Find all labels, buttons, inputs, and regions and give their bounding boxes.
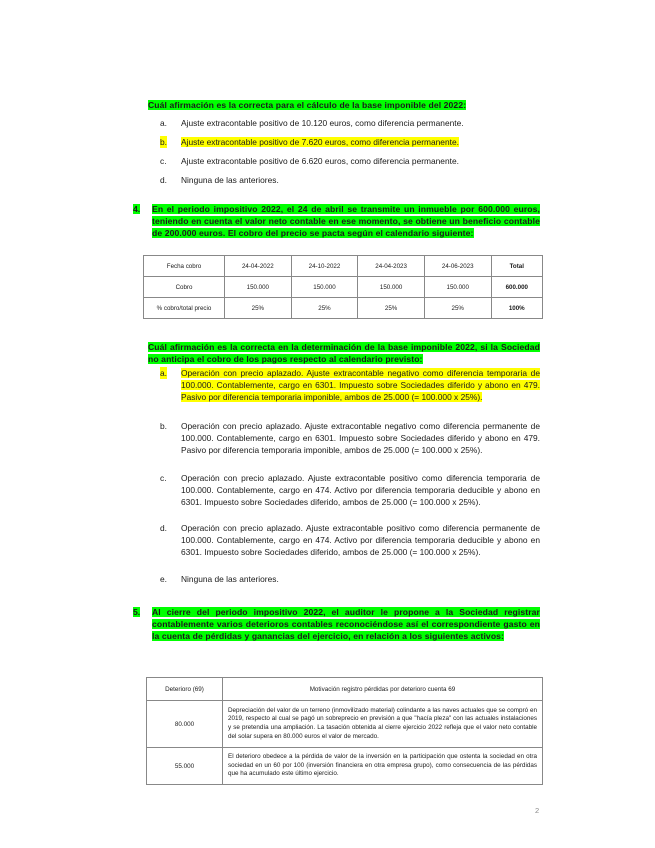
table-cell: 150.000 bbox=[424, 277, 491, 298]
option-letter: b. bbox=[160, 137, 167, 147]
question-heading-text: En el periodo impositivo 2022, el 24 de abril se transmite un inmueble por 600.000 euros, teniendo en cuenta el valor neto contable en ese momento, se obtiene un beneficio contable de 200.000 euros. El cobro del precio se pacta según el calendario siguiente: bbox=[152, 204, 540, 238]
table-cell: Deterioro (69) bbox=[147, 678, 223, 701]
impairment-table bbox=[146, 677, 543, 785]
option-d bbox=[160, 522, 540, 572]
option-letter: d. bbox=[160, 175, 167, 185]
table-cell: 25% bbox=[225, 298, 292, 319]
table-cell: 25% bbox=[358, 298, 425, 319]
option-text: Ninguna de las anteriores. bbox=[181, 175, 279, 185]
option-text-highlighted: Operación con precio aplazado. Ajuste extracontable negativo como diferencia temporaria de 100.000. Contablemente, cargo en 6301. Impuesto sobre Sociedades diferido y abono en 479. Pasivo por diferencia temporaria imponible, ambos de 25.000 (= 100.000 x 25%). bbox=[181, 368, 540, 403]
table-header-row bbox=[144, 256, 543, 277]
table-cell: 150.000 bbox=[358, 277, 425, 298]
question-number bbox=[133, 607, 140, 617]
option-text: Ninguna de las anteriores. bbox=[181, 574, 279, 584]
table-cell: 25% bbox=[291, 298, 358, 319]
table-cell: Fecha cobro bbox=[144, 256, 225, 277]
question-stem bbox=[148, 342, 540, 366]
page-number: 2 bbox=[535, 806, 540, 815]
option-letter: c. bbox=[160, 156, 167, 166]
table-cell: 24-04-2023 bbox=[358, 256, 425, 277]
table-row bbox=[147, 701, 543, 748]
table-cell: Cobro bbox=[144, 277, 225, 298]
question-stem-text: Cuál afirmación es la correcta en la determinación de la base imponible 2022, si la Sociedad no anticipa el cobro de los pagos respecto al calendario previsto: bbox=[148, 342, 540, 364]
question-heading-text: Al cierre del periodo impositivo 2022, el auditor le propone a la Sociedad registrar contablemente varios deterioros contables reconociéndose así el correspondiente gasto en la cuenta de pérdidas y ganancias del ejercicio, en relación a los siguientes activos: bbox=[152, 607, 540, 641]
table-cell: 80.000 bbox=[147, 701, 223, 748]
question-stem bbox=[148, 100, 518, 112]
option-a bbox=[160, 367, 540, 417]
table-cell: 100% bbox=[491, 298, 542, 319]
option-text: Ajuste extracontable positivo de 10.120 euros, como diferencia permanente. bbox=[181, 118, 464, 128]
option-letter: a. bbox=[160, 118, 167, 128]
option-text: Operación con precio aplazado. Ajuste extracontable positivo como diferencia permanente de 100.000. Contablemente, cargo en 474. Activo por diferencia temporaria deducible y abono en 6301. Impuesto sobre Sociedades diferido, ambos de 25.000 (= 100.000 x 25%). bbox=[181, 523, 540, 558]
option-text: Operación con precio aplazado. Ajuste extracontable negativo como diferencia permanente de 100.000. Contablemente, cargo en 6301. Impuesto sobre Sociedades diferido y abono en 479. Pasivo por diferencia temporaria imponible, ambos de 25.000 (= 100.000 x 25%). bbox=[181, 421, 540, 456]
table-cell: 24-10-2022 bbox=[291, 256, 358, 277]
table-cell: 24-06-2023 bbox=[424, 256, 491, 277]
table-cell: 55.000 bbox=[147, 748, 223, 785]
option-letter: e. bbox=[160, 574, 167, 584]
table-cell: % cobro/total precio bbox=[144, 298, 225, 319]
option-c bbox=[160, 472, 540, 522]
question-heading bbox=[152, 204, 540, 239]
payment-schedule-table bbox=[143, 255, 543, 319]
table-cell: Depreciación del valor de un terreno (inmovilizado material) colindante a las naves actuales que se compró en 2019, respecto al cual se pagó un sobreprecio en previsión a que "hacía pleza" con las actuales instalaciones y se pretendía una ampliación. La tasación obtenida al cierre ejercicio 2022 refleja que el valor neto contable del solar supera en 80.000 euros el valor de mercado. bbox=[223, 701, 543, 748]
table-cell: El deterioro obedece a la pérdida de valor de la inversión en la participación que ostenta la sociedad en otra sociedad en un 60 por 100 (inversión financiera en otra empresa grupo), como consecuencia de las pérdidas que ha acumulado este último ejercicio. bbox=[223, 748, 543, 785]
question-heading bbox=[152, 607, 540, 642]
question-number-text: 5. bbox=[133, 607, 141, 617]
option-letter: d. bbox=[160, 523, 167, 533]
table-cell: Motivación registro pérdidas por deterioro cuenta 69 bbox=[223, 678, 543, 701]
option-letter: a. bbox=[160, 368, 167, 378]
table-row bbox=[147, 748, 543, 785]
table-cell: 150.000 bbox=[291, 277, 358, 298]
option-b bbox=[160, 420, 540, 470]
question-stem-text: Cuál afirmación es la correcta para el cálculo de la base imponible del 2022: bbox=[148, 100, 467, 110]
table-row bbox=[144, 277, 543, 298]
option-letter: c. bbox=[160, 473, 167, 483]
option-text: Operación con precio aplazado. Ajuste extracontable positivo como diferencia temporaria de 100.000. Contablemente, cargo en 474. Activo por diferencia temporaria deducible y abono en 6301. Impuesto sobre Sociedades diferido, ambos de 25.000 (= 100.000 x 25%). bbox=[181, 473, 540, 508]
option-text-highlighted: Ajuste extracontable positivo de 7.620 euros, como diferencia permanente. bbox=[181, 137, 459, 147]
table-cell: 24-04-2022 bbox=[225, 256, 292, 277]
question-number-text: 4. bbox=[133, 204, 141, 214]
option-letter: b. bbox=[160, 421, 167, 431]
table-row bbox=[144, 298, 543, 319]
table-cell: 25% bbox=[424, 298, 491, 319]
table-cell: 600.000 bbox=[491, 277, 542, 298]
option-text: Ajuste extracontable positivo de 6.620 euros, como diferencia permanente. bbox=[181, 156, 459, 166]
table-cell: 150.000 bbox=[225, 277, 292, 298]
table-cell: Total bbox=[491, 256, 542, 277]
question-number bbox=[133, 204, 140, 214]
table-header-row bbox=[147, 678, 543, 701]
